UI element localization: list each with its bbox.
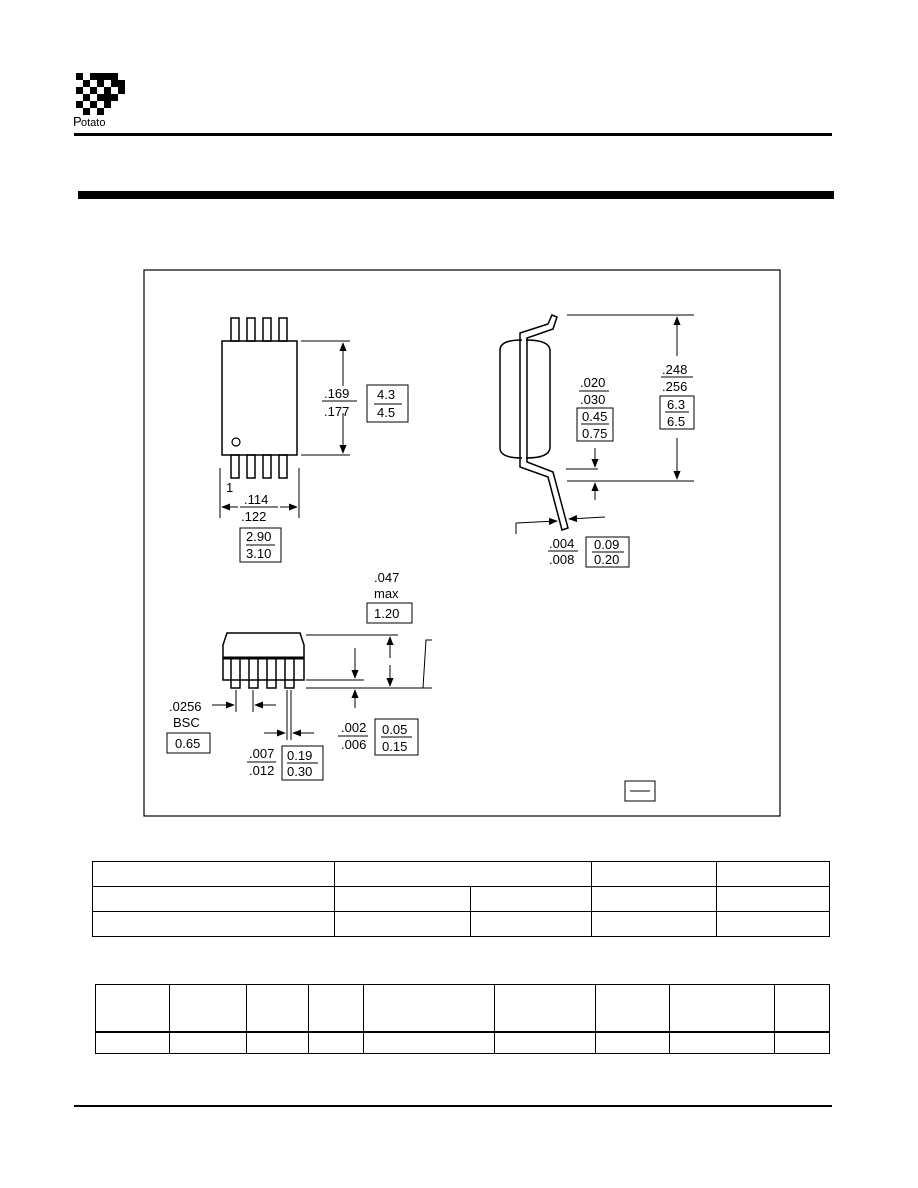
table-cell: [471, 887, 592, 912]
table-cell: [93, 862, 335, 887]
marking-table: [95, 984, 830, 1054]
table-cell: [96, 985, 170, 1032]
lead-pitch-label: BSC: [173, 715, 200, 730]
table-cell: [592, 887, 717, 912]
lead-length-in-max: .030: [580, 392, 606, 407]
table-cell: [170, 1032, 247, 1054]
table-cell: [247, 1032, 309, 1054]
table-cell: [775, 985, 830, 1032]
footer-rule: [74, 1105, 832, 1107]
lead-thickness-in-max: .008: [549, 552, 575, 567]
lead-pitch-in: .0256: [169, 699, 202, 714]
table-cell: [592, 912, 717, 937]
overall-width-mm-max: 6.5: [667, 414, 686, 429]
table-cell: [335, 912, 471, 937]
table-cell: [670, 985, 775, 1032]
lead-width-mm-max: 0.30: [287, 764, 313, 779]
table-cell: [309, 985, 364, 1032]
lead-thickness-mm-max: 0.20: [594, 552, 620, 567]
body-height-mm-min: 4.3: [377, 387, 396, 402]
body-width-in-max: .122: [241, 509, 267, 524]
table-cell: [247, 985, 309, 1032]
drawing-frame: [144, 270, 780, 816]
lead-length-mm-max: 0.75: [582, 426, 608, 441]
body-height-in-max: .177: [324, 404, 350, 419]
ordering-table: [92, 861, 830, 937]
table-cell: [93, 912, 335, 937]
table-cell: [96, 1032, 170, 1054]
end-view: [500, 315, 568, 530]
table-cell: [592, 862, 717, 887]
max-height-mm: 1.20: [374, 606, 400, 621]
table-cell: [596, 1032, 670, 1054]
lead-length-mm-min: 0.45: [582, 409, 608, 424]
lead-width-in-max: .012: [249, 763, 275, 778]
overall-width-mm-min: 6.3: [667, 397, 686, 412]
lead-thickness-mm-min: 0.09: [594, 537, 620, 552]
overall-width-in-max: .256: [662, 379, 688, 394]
table-cell: [93, 887, 335, 912]
table-cell: [717, 887, 830, 912]
table-cell: [471, 912, 592, 937]
lead-thickness-in-min: .004: [549, 536, 575, 551]
standoff-in-min: .002: [341, 720, 367, 735]
table-cell: [717, 862, 830, 887]
units-legend-box: [625, 781, 655, 801]
max-height-in: .047: [374, 570, 400, 585]
body-width-mm-max: 3.10: [246, 546, 272, 561]
svg-text:P: P: [73, 114, 82, 129]
pin1-label: 1: [226, 480, 234, 495]
table-cell: [335, 862, 592, 887]
table-cell: [495, 1032, 596, 1054]
body-width-mm-min: 2.90: [246, 529, 272, 544]
table-cell: [170, 985, 247, 1032]
table-cell: [670, 1032, 775, 1054]
max-height-label: max: [374, 586, 399, 601]
lead-pitch-mm: 0.65: [175, 736, 201, 751]
standoff-in-max: .006: [341, 737, 367, 752]
overall-width-in-min: .248: [662, 362, 688, 377]
table-cell: [364, 985, 495, 1032]
standoff-mm-max: 0.15: [382, 739, 408, 754]
body-width-in-min: .114: [244, 492, 269, 507]
body-height-in-min: .169: [324, 386, 350, 401]
standoff-mm-min: 0.05: [382, 722, 408, 737]
table-cell: [309, 1032, 364, 1054]
table-cell: [596, 985, 670, 1032]
table-cell: [775, 1032, 830, 1054]
logo-text: otato: [81, 117, 106, 129]
table-cell: [495, 985, 596, 1032]
top-view: [222, 318, 297, 478]
side-view: [223, 633, 304, 688]
body-height-mm-max: 4.5: [377, 405, 396, 420]
table-cell: [335, 887, 471, 912]
table-cell: [717, 912, 830, 937]
lead-width-mm-min: 0.19: [287, 748, 313, 763]
lead-width-in-min: .007: [249, 746, 275, 761]
lead-length-in-min: .020: [580, 375, 606, 390]
table-cell: [364, 1032, 495, 1054]
